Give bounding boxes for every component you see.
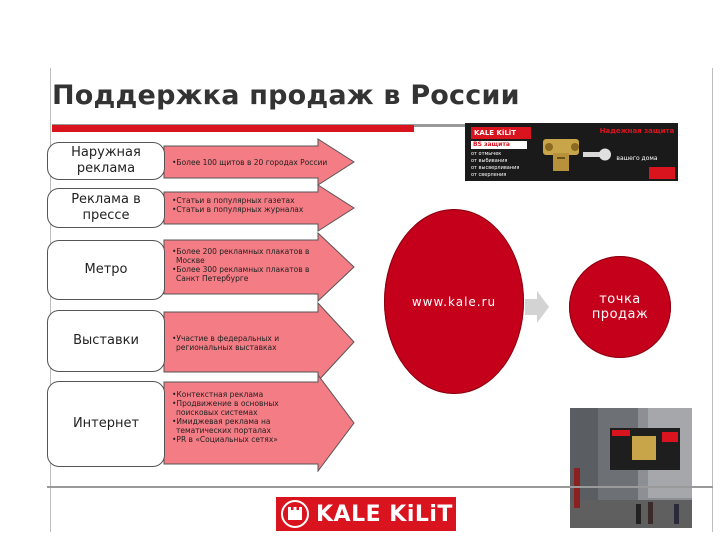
website-circle[interactable]: www.kale.ru [384,209,524,394]
ad-badge: BS защита [471,141,527,149]
label-outdoor-ads: Наружная реклама [47,142,165,180]
bullets-internet: •Контекстная реклама •Продвижение в основных поисковых системах •Имиджевая реклама на тематических порталах •PR в «Социальных сетях» [172,390,279,444]
bottom-divider [47,486,713,488]
ad-lock-image [539,129,587,175]
label-exhibitions: Выставки [47,310,165,372]
street-billboard-photo [570,408,692,528]
grey-arrow-icon [525,291,549,323]
ad-headline: Надежная защита [599,127,675,135]
ad-brand-strip: KALE KiLiT [471,127,531,139]
kale-emblem-icon [280,499,310,529]
billboard-ad-image [465,123,678,181]
bullets-press-ads: •Статьи в популярных газетах •Статьи в популярных журналах [172,196,304,214]
label-metro: Метро [47,240,165,300]
title-underline-red [52,125,414,132]
point-of-sale-circle: точка продаж [569,256,671,358]
bullets-outdoor-ads: •Более 100 щитов в 20 городах России [172,158,328,167]
bullets-exhibitions: •Участие в федеральных и региональных выставках [172,334,280,352]
ad-features: от отмычек от выбивания от высверливания от сверления [471,151,520,178]
ad-corner-badge [649,167,675,179]
bullets-metro: •Более 200 рекламных плакатов в Москве •Более 300 рекламных плакатов в Санкт Петербурге [172,247,310,283]
ad-subline: вашего дома [616,155,658,162]
kale-kilit-logo: KALE KiLiT [276,497,456,531]
label-press-ads: Реклама в прессе [47,188,165,228]
page-title: Поддержка продаж в России [52,80,520,111]
label-internet: Интернет [47,381,165,467]
